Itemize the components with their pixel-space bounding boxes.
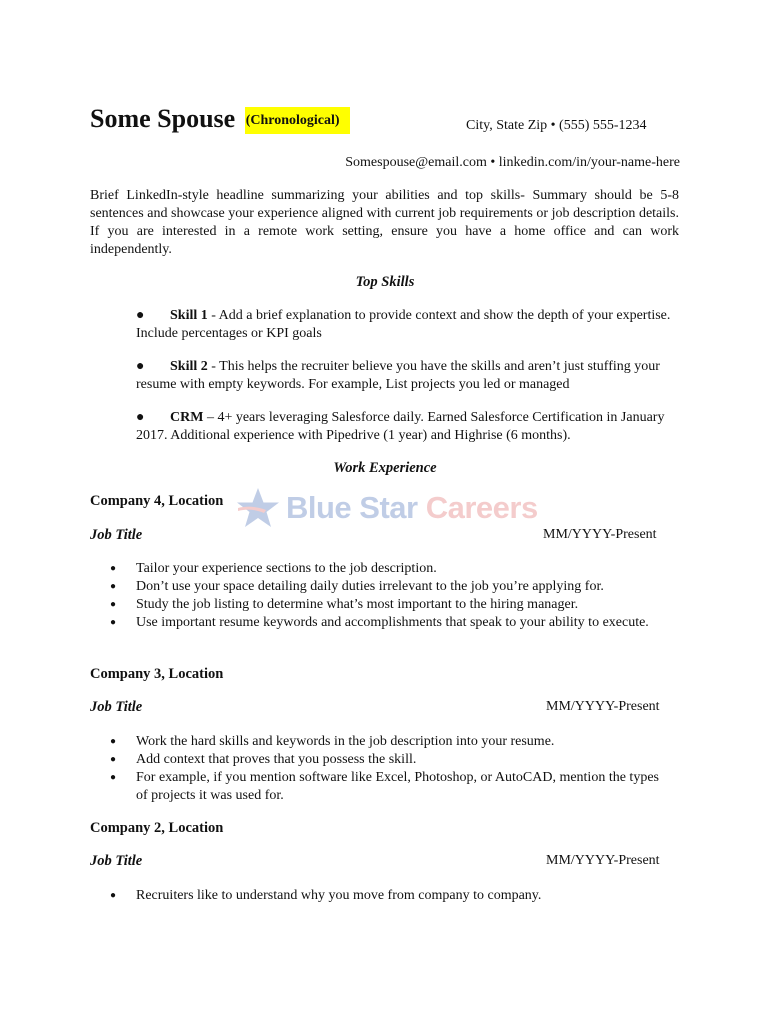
company-name: Company 4, Location (90, 493, 224, 509)
email-linkedin: Somespouse@email.com • linkedin.com/in/your-name-here (345, 155, 680, 170)
company-name: Company 3, Location (90, 666, 224, 682)
top-skills-heading: Top Skills (355, 274, 415, 290)
job-title: Job Title (90, 699, 143, 715)
job-dates: MM/YYYY-Present (546, 853, 660, 868)
watermark-text: Blue Star Careers (286, 490, 538, 525)
skill-name: CRM (170, 410, 204, 425)
skill-name: Skill 1 (170, 308, 208, 323)
list-item: ● Work the hard skills and keywords in the job description into your resume. (110, 733, 670, 751)
list-item: ● Add context that proves that you possess the skill. (110, 751, 670, 769)
skill-description: - Add a brief explanation to provide context and show the depth of your expertise. Include percentages or KPI goals (136, 308, 671, 341)
location-phone: City, State Zip • (555) 555-1234 (466, 118, 647, 133)
job-title: Job Title (90, 527, 143, 543)
bullet-icon: ● (136, 359, 145, 374)
job-bullets (110, 733, 670, 805)
format-tag-highlight: (Chronological) (245, 107, 350, 134)
skill-item (136, 307, 676, 343)
skill-name: Skill 2 (170, 359, 208, 374)
star-icon (236, 486, 284, 530)
work-experience-heading: Work Experience (333, 460, 437, 476)
skill-item (136, 358, 676, 394)
job-dates: MM/YYYY-Present (543, 527, 657, 542)
bullet-icon: ● (136, 410, 145, 425)
list-item: ● Tailor your experience sections to the job description. (110, 560, 670, 578)
list-item: ● Recruiters like to understand why you move from company to company. (110, 887, 670, 905)
full-name: Some Spouse (90, 104, 236, 133)
list-item: ● Use important resume keywords and accomplishments that speak to your ability to execute. (110, 614, 670, 632)
list-item: ● For example, if you mention software like Excel, Photoshop, or AutoCAD, mention the types of projects it was used for. (110, 769, 670, 805)
watermark (236, 486, 538, 535)
job-bullets (110, 560, 670, 632)
job-title: Job Title (90, 853, 143, 869)
company-name: Company 2, Location (90, 820, 224, 836)
skill-item (136, 409, 676, 445)
job-bullets (110, 887, 670, 905)
resume-header-name (90, 104, 350, 134)
summary-paragraph: Brief LinkedIn-style headline summarizing your abilities and top skills- Summary should be 5-8 sentences and showcase your experience aligned with current job requirements or job description details. If you are interested in a remote work setting, ensure you have a home office and can work independently. (90, 188, 679, 257)
skill-description: – 4+ years leveraging Salesforce daily. Earned Salesforce Certification in January 2017. Additional experience with Pipedrive (1 year) and Highrise (6 months). (136, 410, 665, 443)
list-item: ● Study the job listing to determine what’s most important to the hiring manager. (110, 596, 670, 614)
job-dates: MM/YYYY-Present (546, 699, 660, 714)
list-item: ● Don’t use your space detailing daily duties irrelevant to the job you’re applying for. (110, 578, 670, 596)
bullet-icon: ● (136, 308, 145, 323)
skill-description: - This helps the recruiter believe you have the skills and aren’t just stuffing your resume with empty keywords. For example, List projects you led or managed (136, 359, 660, 392)
